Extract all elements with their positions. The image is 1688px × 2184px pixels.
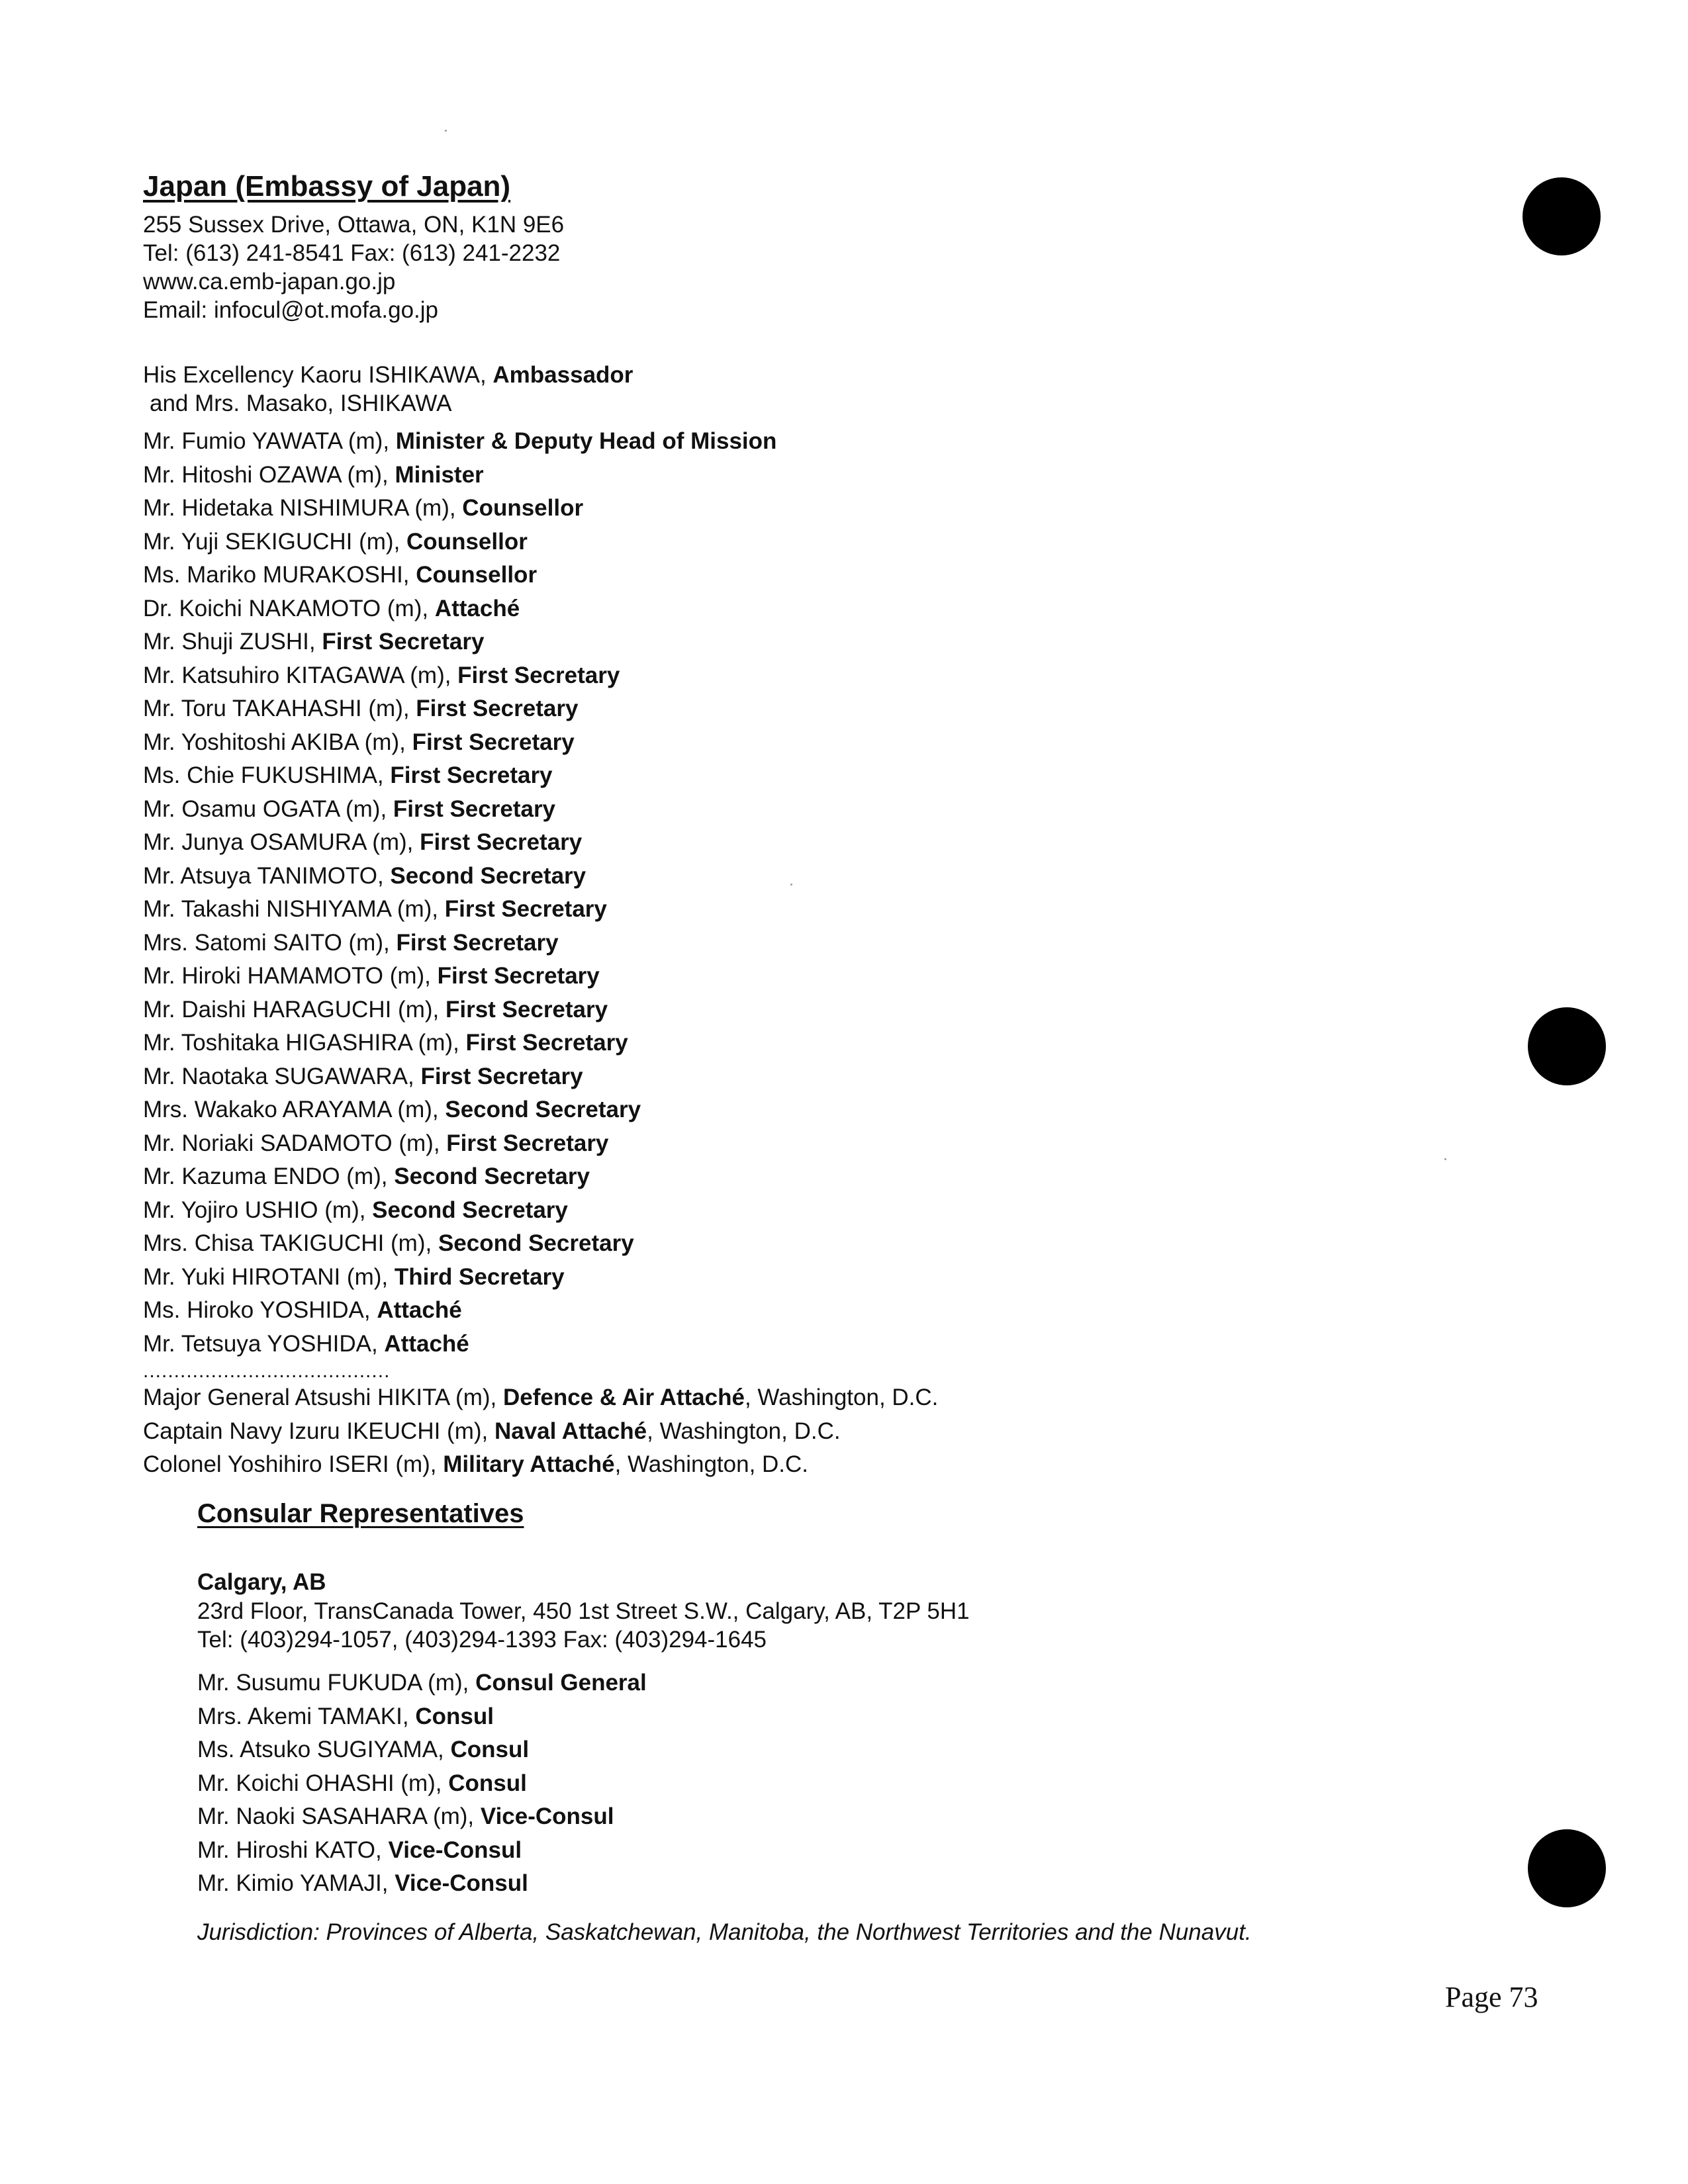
person-title: Minister & Deputy Head of Mission — [395, 428, 777, 454]
person-name: Mr. Hiroki HAMAMOTO (m), — [143, 963, 438, 989]
directory-entry — [143, 1328, 776, 1361]
person-title: First Secretary — [437, 963, 600, 989]
jurisdiction-note: Jurisdiction: Provinces of Alberta, Saskatchewan, Manitoba, the Northwest Territories and the Nunavut. — [197, 1919, 1252, 1945]
person-title: Attaché — [377, 1297, 462, 1323]
attache-list — [143, 1381, 938, 1482]
directory-entry — [143, 592, 776, 626]
person-title: Defence & Air Attaché — [502, 1385, 745, 1410]
embassy-title: Japan (Embassy of Japan) — [143, 170, 511, 203]
person-name: Ms. Atsuko SUGIYAMA, — [197, 1737, 451, 1762]
person-name: Mr. Noriaki SADAMOTO (m), — [143, 1130, 447, 1156]
consular-staff-list — [197, 1666, 647, 1901]
consular-heading: Consular Representatives — [197, 1499, 524, 1528]
person-name: Mr. Atsuya TANIMOTO, — [143, 862, 391, 889]
person-title: Vice-Consul — [395, 1870, 528, 1896]
person-name: Mr. Katsuhiro KITAGAWA (m), — [143, 662, 458, 688]
person-name: Mrs. Chisa TAKIGUCHI (m), — [143, 1230, 438, 1256]
person-name: Mr. Naoki SASAHARA (m), — [197, 1803, 481, 1829]
posting-location: , Washington, D.C. — [614, 1451, 809, 1477]
person-name: Mr. Hitoshi OZAWA (m), — [143, 461, 395, 488]
person-title: Attaché — [384, 1330, 469, 1357]
dotted-separator: ........................................ — [143, 1360, 391, 1382]
person-name: Mr. Junya OSAMURA (m), — [143, 829, 420, 855]
person-title: Second Secretary — [390, 862, 586, 889]
person-title: Third Secretary — [394, 1263, 565, 1290]
ambassador-spouse: and Mrs. Masako, ISHIKAWA — [150, 390, 452, 416]
person-name: Mr. Yuki HIROTANI (m), — [143, 1263, 395, 1290]
directory-entry — [143, 1093, 776, 1127]
person-name: Mr. Tetsuya YOSHIDA, — [143, 1330, 385, 1357]
person-title: Consul — [415, 1703, 494, 1729]
scan-speck — [790, 884, 792, 886]
person-name: Mr. Susumu FUKUDA (m), — [197, 1670, 476, 1696]
person-name: Ms. Chie FUKUSHIMA, — [143, 762, 391, 788]
person-title: First Secretary — [420, 829, 583, 855]
consulate-city: Calgary, AB — [197, 1569, 326, 1595]
person-title: First Secretary — [444, 896, 607, 922]
directory-entry — [143, 525, 776, 559]
ambassador-line — [143, 361, 633, 389]
person-title: First Secretary — [457, 662, 620, 688]
person-title: Consul — [448, 1770, 527, 1796]
directory-entry — [143, 425, 776, 459]
person-title: First Secretary — [416, 696, 579, 721]
directory-entry — [197, 1834, 647, 1868]
person-title: First Secretary — [420, 1063, 583, 1089]
punch-hole-bottom — [1528, 1829, 1606, 1907]
person-name: Colonel Yoshihiro ISERI (m), — [143, 1451, 444, 1477]
directory-entry — [143, 793, 776, 827]
person-name: Mr. Hidetaka NISHIMURA (m), — [143, 495, 463, 521]
directory-entry — [197, 1700, 647, 1734]
page-number: Page 73 — [1445, 1981, 1538, 2013]
directory-entry — [143, 1127, 776, 1161]
person-name: Mr. Shuji ZUSHI, — [143, 629, 322, 655]
posting-location: , Washington, D.C. — [744, 1385, 939, 1410]
person-name: Mr. Yuji SEKIGUCHI (m), — [143, 528, 407, 555]
person-name: Mr. Yojiro USHIO (m), — [143, 1197, 373, 1223]
person-title: Military Attaché — [443, 1451, 615, 1477]
person-title: Vice-Consul — [480, 1803, 614, 1829]
directory-entry — [143, 625, 776, 659]
embassy-email: Email: infocul@ot.mofa.go.jp — [143, 297, 439, 323]
person-name: Mr. Daishi HARAGUCHI (m), — [143, 996, 445, 1023]
directory-entry — [143, 726, 776, 760]
directory-entry — [143, 1194, 776, 1228]
person-title: Counsellor — [406, 528, 528, 555]
person-name: Mr. Kazuma ENDO (m), — [143, 1163, 395, 1189]
person-name: Mr. Hiroshi KATO, — [197, 1837, 389, 1863]
person-name: Mr. Osamu OGATA (m), — [143, 796, 393, 822]
person-title: Second Secretary — [372, 1197, 568, 1223]
person-name: Dr. Koichi NAKAMOTO (m), — [143, 595, 435, 621]
person-name: Mr. Naotaka SUGAWARA, — [143, 1063, 421, 1089]
person-name: Mrs. Akemi TAMAKI, — [197, 1703, 416, 1729]
directory-entry — [143, 1448, 938, 1482]
directory-entry — [143, 1026, 776, 1060]
directory-entry — [143, 1227, 776, 1261]
directory-entry — [143, 1381, 938, 1415]
embassy-contact-block — [143, 210, 564, 324]
scan-speck — [1444, 1158, 1446, 1160]
directory-entry — [143, 759, 776, 793]
person-name: Mr. Kimio YAMAJI, — [197, 1870, 395, 1896]
scan-speck — [445, 130, 447, 132]
directory-entry — [143, 826, 776, 860]
directory-entry — [197, 1666, 647, 1700]
posting-location: , Washington, D.C. — [647, 1418, 841, 1444]
directory-entry — [143, 1160, 776, 1194]
directory-entry — [143, 993, 776, 1027]
directory-entry — [197, 1733, 647, 1767]
person-title: Minister — [395, 461, 484, 488]
punch-hole-middle — [1528, 1007, 1606, 1085]
directory-entry — [143, 1294, 776, 1328]
person-title: Naval Attaché — [494, 1418, 647, 1444]
directory-entry — [197, 1800, 647, 1834]
person-title: Vice-Consul — [388, 1837, 522, 1863]
person-name: Mrs. Wakako ARAYAMA (m), — [143, 1097, 445, 1122]
directory-entry — [143, 927, 776, 960]
directory-entry — [143, 1261, 776, 1295]
directory-entry — [143, 659, 776, 693]
embassy-phone-fax: Tel: (613) 241-8541 Fax: (613) 241-2232 — [143, 240, 561, 266]
person-name: Mr. Toshitaka HIGASHIRA (m), — [143, 1030, 466, 1056]
directory-entry — [197, 1867, 647, 1901]
directory-entry — [143, 459, 776, 492]
consulate-phone-fax: Tel: (403)294-1057, (403)294-1393 Fax: (403)294-1645 — [197, 1627, 767, 1653]
directory-entry — [143, 860, 776, 893]
embassy-website: www.ca.emb-japan.go.jp — [143, 269, 396, 295]
embassy-staff-list — [143, 425, 776, 1361]
person-name: Mr. Yoshitoshi AKIBA (m), — [143, 729, 412, 755]
person-name: Ms. Hiroko YOSHIDA, — [143, 1297, 377, 1323]
person-title: Consul — [450, 1737, 530, 1762]
consulate-contact-block — [197, 1597, 970, 1654]
directory-entry — [143, 559, 776, 592]
directory-entry — [143, 692, 776, 726]
person-title: Second Secretary — [394, 1163, 590, 1189]
person-name: Ms. Mariko MURAKOSHI, — [143, 562, 416, 588]
person-title: First Secretary — [390, 762, 553, 788]
embassy-address: 255 Sussex Drive, Ottawa, ON, K1N 9E6 — [143, 212, 565, 238]
directory-entry — [197, 1767, 647, 1801]
person-title: First Secretary — [322, 629, 485, 655]
person-name: Mrs. Satomi SAITO (m), — [143, 929, 397, 956]
punch-hole-top — [1523, 177, 1601, 255]
person-name: Mr. Toru TAKAHASHI (m), — [143, 696, 416, 721]
person-name: Mr. Takashi NISHIYAMA (m), — [143, 896, 445, 922]
directory-entry — [143, 960, 776, 993]
person-title: First Secretary — [393, 796, 556, 822]
person-title: First Secretary — [396, 929, 559, 956]
person-title: First Secretary — [445, 996, 608, 1023]
person-title: Counsellor — [462, 495, 584, 521]
person-name: Captain Navy Izuru IKEUCHI (m), — [143, 1418, 494, 1444]
person-title: Second Secretary — [445, 1097, 641, 1122]
person-title: Attaché — [434, 595, 520, 621]
directory-entry — [143, 1060, 776, 1094]
person-title: First Secretary — [412, 729, 575, 755]
ambassador-block — [143, 361, 633, 418]
ambassador-title: Ambassador — [492, 362, 633, 388]
person-title: Counsellor — [416, 562, 538, 588]
person-title: Consul General — [475, 1670, 647, 1696]
person-title: First Secretary — [465, 1030, 628, 1056]
ambassador-name: His Excellency Kaoru ISHIKAWA, — [143, 362, 493, 388]
person-name: Mr. Fumio YAWATA (m), — [143, 428, 396, 454]
person-name: Major General Atsushi HIKITA (m), — [143, 1385, 503, 1410]
directory-entry — [143, 893, 776, 927]
person-title: First Secretary — [446, 1130, 609, 1156]
directory-entry — [143, 492, 776, 525]
person-name: Mr. Koichi OHASHI (m), — [197, 1770, 449, 1796]
person-title: Second Secretary — [438, 1230, 634, 1256]
directory-entry — [143, 1415, 938, 1449]
consulate-address: 23rd Floor, TransCanada Tower, 450 1st Street S.W., Calgary, AB, T2P 5H1 — [197, 1598, 970, 1624]
